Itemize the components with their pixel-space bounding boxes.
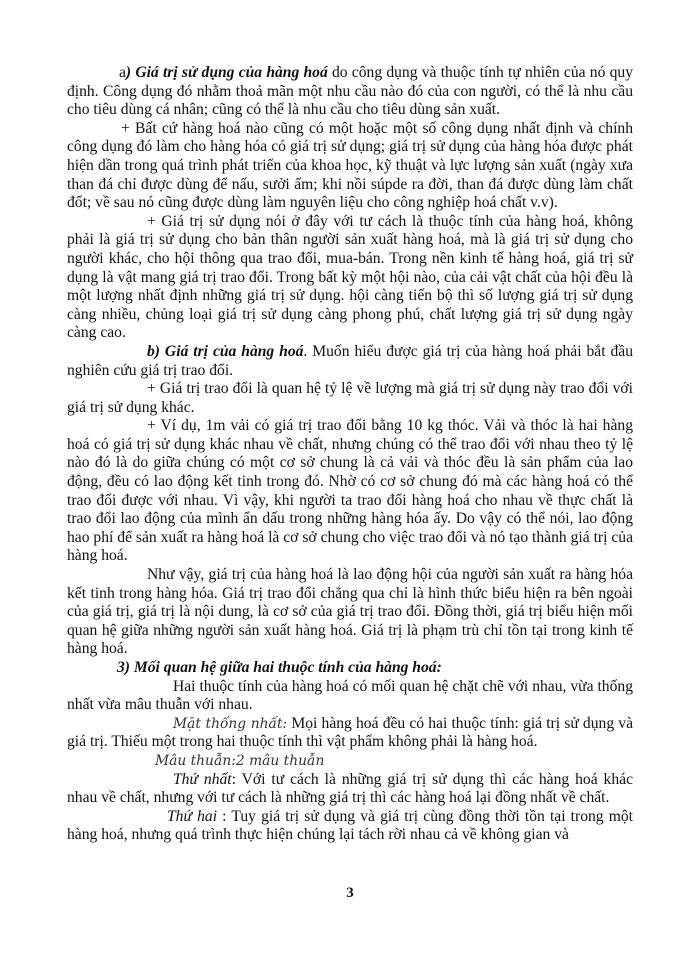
paragraph-3a: Hai thuộc tính của hàng hoá có mối quan hệ chặt chẽ với nhau, vừa thống nhất vừa mâu thuẫn với nhau. bbox=[67, 677, 633, 714]
unity-label: Mặt thống nhất: bbox=[173, 715, 288, 732]
first-text: : Với tư cách là những giá trị sử dụng thì các hàng hoá khác nhau về chất, nhưng với tư cách là những giá trị thì các hàng hoá lại đồng nhất về chất. bbox=[67, 770, 633, 807]
unity-text: Mọi hàng hoá đều có hai thuộc tính: giá trị sử dụng và giá trị. Thiếu một trong hai thuộc tính thì vật phẩm không phải là hàng hoá. bbox=[67, 714, 633, 751]
paragraph-b1: + Giá trị trao đổi là quan hệ tỷ lệ về lượng mà giá trị sử dụng này trao đổi với giá trị sử dụng khác. bbox=[67, 380, 633, 416]
paragraph-a1: + Bất cứ hàng hoá nào cũng có một hoặc một số công dụng nhất định và chính công dụng đó làm cho hàng hóa có giá trị sử dụng; giá trị sử dụng của hàng hóa được phát hiện dần trong quá trình phát triển của khoa học, kỹ thuật và lực lượng sản xuất (ngày xưa than đá chỉ được dùng để nấu, sưởi ấm; khi nồi súpde ra đời, than đá được dùng làm chất đốt; về sau nó cũng được dùng làm nguyên liệu cho công nghiệp hoá chất v.v). bbox=[67, 119, 633, 212]
section-a-title: ) Giá trị sử dụng của hàng hoá bbox=[125, 64, 328, 81]
section-3-heading: 3) Mối quan hệ giữa hai thuộc tính của hàng hoá: bbox=[117, 659, 442, 676]
contradiction-line bbox=[67, 752, 633, 771]
section-a-prefix: a bbox=[119, 64, 126, 81]
paragraph-b3: Như vậy, giá trị của hàng hoá là lao động hội của người sản xuất ra hàng hóa kết tinh trong hàng hóa. Giá trị trao đổi chẳng qua chỉ là hình thức biểu hiện ra bên ngoài của giá trị, giá trị là nội dung, là cơ sở của giá trị trao đổi. Đồng thời, giá trị biểu hiện mối quan hệ giữa những người sản xuất hàng hoá. Giá trị là phạm trù chỉ tồn tại trong kinh tế hàng hoá. bbox=[67, 566, 633, 658]
section-b-paragraph bbox=[67, 343, 633, 380]
section-a-paragraph bbox=[67, 64, 633, 120]
first-contradiction-paragraph bbox=[67, 771, 633, 808]
section-b-title: b) Giá trị của hàng hoá bbox=[147, 342, 304, 360]
second-label: Thứ hai bbox=[167, 807, 218, 825]
document-page bbox=[67, 64, 633, 845]
page-number: 3 bbox=[346, 885, 354, 901]
section-b-text: . Muốn hiểu được giá trị của hàng hoá phải bắt đầu nghiên cứu giá trị trao đổi. bbox=[67, 342, 633, 379]
paragraph-a2: + Giá trị sử dụng nói ở đây với tư cách là thuộc tính của hàng hoá, không phải là giá trị sử dụng cho bản thân người sản xuất hàng hoá, mà là giá trị sử dụng cho người khác, cho hội thông qua trao đổi, mua-bán. Trong nền kinh tế hàng hoá, giá trị sử dụng là vật mang giá trị trao đổi. Trong bất kỳ một hội nào, của cải vật chất của hội đều là một lượng nhất định những giá trị sử dụng. hội càng tiến bộ thì số lượng giá trị sử dụng càng nhiều, chủng loại giá trị sử dụng càng phong phú, chất lượng giá trị sử dụng ngày càng cao. bbox=[67, 212, 633, 342]
section-a-text: do công dụng và thuộc tính tự nhiên của nó quy định. Công dụng đó nhằm thoả mãn một nhu cầu nào đó của con người, có thể là nhu cầu cho tiêu dùng cá nhân; cũng có thể là nhu cầu cho tiêu dùng sản xuất. bbox=[67, 64, 633, 119]
contradiction-label: Mâu thuẫn:2 mâu thuẫn bbox=[155, 752, 325, 769]
unity-paragraph bbox=[67, 715, 633, 752]
paragraph-b2: + Ví dụ, 1m vải có giá trị trao đổi bằng 10 kg thóc. Vải và thóc là hai hàng hoá có giá trị sử dụng khác nhau về chất, nhưng chúng có thể trao đổi với nhau theo tỷ lệ nào đó là do giữa chúng có một cơ sở chung là cả vải và thóc đều là sản phẩm của lao động, đều có lao động kết tinh trong đó. Nhờ có cơ sở chung đó mà các hàng hoá có thể trao đổi được với nhau. Vì vậy, khi người ta trao đổi hàng hoá cho nhau về thực chất là trao đổi lao động của mình ẩn dấu trong những hàng hóa ấy. Do vậy có thể nói, lao động hao phí để sản xuất ra hàng hoá là cơ sở chung cho việc trao đổi và nó tạo thành giá trị của hàng hoá. bbox=[67, 417, 633, 565]
second-text: : Tuy giá trị sử dụng và giá trị cùng đồng thời tồn tại trong một hàng hoá, nhưng quá trình thực hiện chúng lại tách rời nhau cả về không gian và bbox=[67, 807, 633, 844]
first-label: Thứ nhất bbox=[173, 770, 232, 788]
second-contradiction-paragraph bbox=[67, 808, 633, 845]
